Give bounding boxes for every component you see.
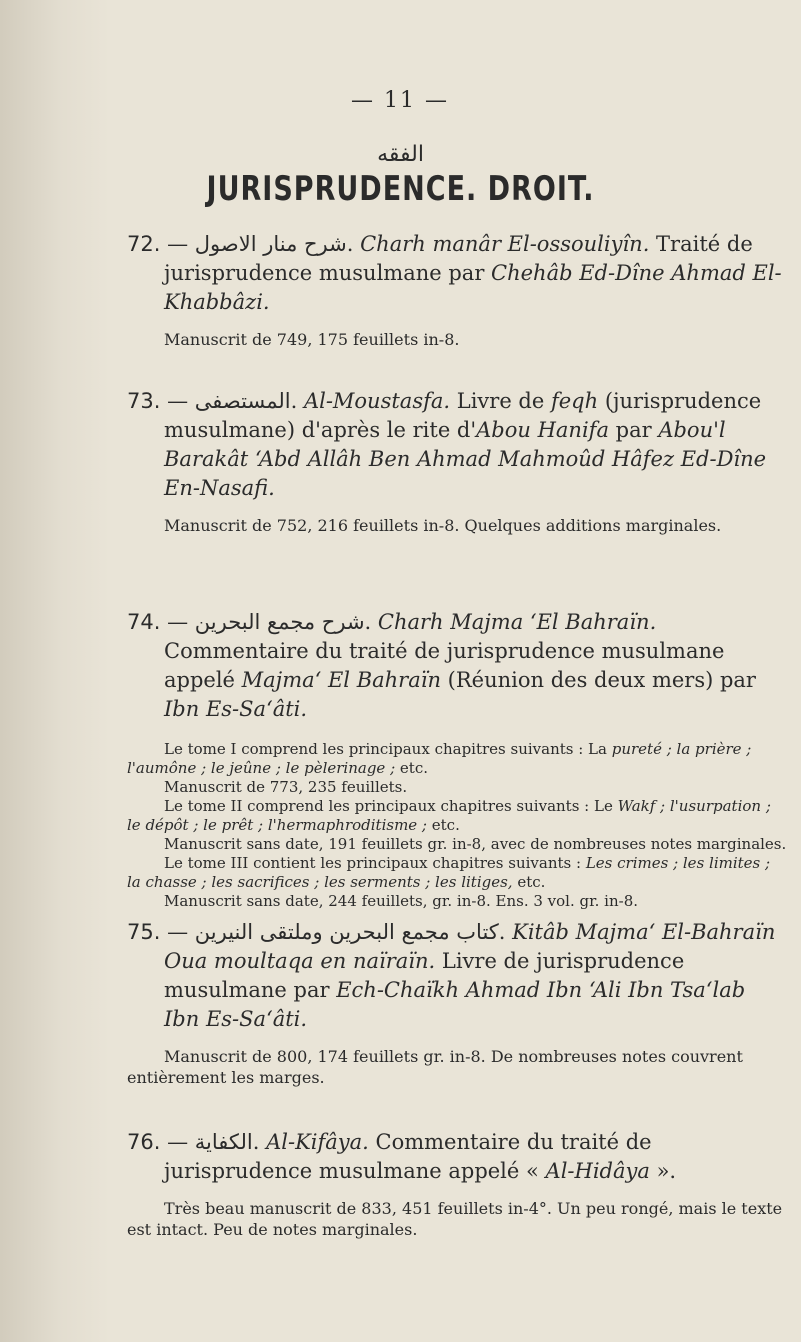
entry-description-3: par bbox=[608, 418, 659, 442]
entry-note: Manuscrit de 800, 174 feuillets gr. in-8. De nombreuses notes couvrent entièrement les marges. bbox=[127, 1047, 743, 1087]
entry-rite: Abou Hanifa bbox=[476, 418, 609, 442]
arabic-section-title: الفقه bbox=[377, 142, 424, 167]
entry-description-2: (Réunion des deux mers) par bbox=[440, 668, 756, 692]
entry-note: Très beau manuscrit de 833, 451 feuillets in-4°. Un peu rongé, mais le texte est intact. Peu de notes marginales. bbox=[127, 1199, 783, 1239]
note-chapters: Wakf ; l'usurpation ; le dépôt ; le prêt ; l'hermaphroditisme ; bbox=[127, 797, 771, 834]
note-chapters: pureté ; la prière ; l'aumône ; le jeûne ; le pèlerinage ; bbox=[127, 740, 752, 777]
entry-author: Chehâb Ed-Dîne Ahmad El-Khabbâzi. bbox=[164, 261, 782, 314]
entry-heading: 72. — شرح منار الاصول. Charh manâr El-ossouliyîn. Traité de jurisprudence musulmane par Chehâb Ed-Dîne Ahmad El-Khabbâzi. bbox=[127, 232, 782, 314]
entry-arabic-title: شرح مجمع البحرين bbox=[194, 610, 365, 634]
volume-contents bbox=[127, 854, 787, 892]
entry-arabic-title: شرح منار الاصول bbox=[194, 232, 347, 256]
catalogue-entry-73 bbox=[127, 387, 787, 536]
entry-title: Charh Majma ʻEl Bahraïn. bbox=[377, 610, 657, 634]
entry-heading: 74. — شرح مجمع البحرين. Charh Majma ʻEl Bahraïn. Commentaire du traité de jurisprudence musulmane appelé Majmaʻ El Bahraïn (Réunion des deux mers) par Ibn Es-Saʻâti. bbox=[127, 610, 756, 721]
entry-heading: 75. — كتاب مجمع البحرين وملتقى النيرين. Kitâb Majmaʻ El-Bahraïn Oua moultaqa en naïraïn. Livre de jurisprudence musulmane par Ech-Chaïkh Ahmad Ibn ʻAli Ibn Tsaʻlab Ibn Es-Saʻâti. bbox=[127, 920, 776, 1031]
volume-description: Manuscrit de 773, 235 feuillets. bbox=[164, 778, 408, 796]
entry-arabic-title: كتاب مجمع البحرين وملتقى النيرين bbox=[194, 920, 499, 944]
entry-arabic-title: المستصفى bbox=[194, 389, 291, 413]
catalogue-entry-75 bbox=[127, 918, 787, 1088]
entry-number: 76. bbox=[127, 1130, 161, 1154]
entry-dash: — bbox=[167, 1130, 189, 1154]
page-number: — 11 — bbox=[351, 88, 449, 113]
entry-number: 72. bbox=[127, 232, 161, 256]
note-chapters: Les crimes ; les limites ; la chasse ; les sacrifices ; les serments ; les litiges, bbox=[127, 854, 771, 891]
entry-author: Abou'l Barakât ʻAbd Allâh Ben Ahmad Mahmoûd Hâfez Ed-Dîne En-Nasafi. bbox=[164, 418, 767, 500]
entry-number: 74. bbox=[127, 610, 161, 634]
catalogue-entry-72 bbox=[127, 230, 787, 350]
entry-dash: — bbox=[167, 389, 189, 413]
section-title: JURISPRUDENCE. DROIT. bbox=[206, 170, 595, 209]
catalogue-entry-76 bbox=[127, 1128, 787, 1240]
entry-title: Al-Moustasfa. bbox=[303, 389, 451, 413]
entry-description: Livre de jurisprudence musulmane par bbox=[164, 949, 685, 1002]
volume-description: Manuscrit sans date, 244 feuillets, gr. in-8. Ens. 3 vol. gr. in-8. bbox=[164, 892, 639, 910]
entry-dash: — bbox=[167, 610, 189, 634]
entry-title: Al-Kifâya. bbox=[266, 1130, 369, 1154]
note-text-end: etc. bbox=[427, 816, 460, 834]
entry-dash: — bbox=[167, 920, 189, 944]
entry-number: 75. bbox=[127, 920, 161, 944]
volume-description: Manuscrit sans date, 191 feuillets gr. in-8, avec de nombreuses notes marginales. bbox=[164, 835, 787, 853]
entry-author: Ibn Es-Saʻâti. bbox=[164, 697, 308, 721]
entry-number: 73. bbox=[127, 389, 161, 413]
note-text: Le tome I comprend les principaux chapitres suivants : La bbox=[164, 740, 612, 758]
entry-heading: 76. — الكفاية. Al-Kifâya. Commentaire du traité de jurisprudence musulmane appelé « Al-Hidâya ». bbox=[127, 1130, 677, 1183]
entry-arabic-title: الكفاية bbox=[194, 1130, 253, 1154]
entry-author: Ech-Chaïkh Ahmad Ibn ʻAli Ibn Tsaʻlab Ibn Es-Saʻâti. bbox=[164, 978, 746, 1031]
volume-contents bbox=[127, 797, 787, 835]
entry-term: feqh bbox=[550, 389, 599, 413]
entry-work-title: Al-Hidâya bbox=[545, 1159, 650, 1183]
entry-title: Kitâb Majmaʻ El-Bahraïn Oua moultaqa en naïraïn. bbox=[164, 920, 776, 973]
entry-description: Commentaire du traité de jurisprudence musulmane appelé bbox=[164, 639, 725, 692]
entry-note: Manuscrit de 752, 216 feuillets in-8. Quelques additions marginales. bbox=[164, 516, 722, 535]
entry-dash: — bbox=[167, 232, 189, 256]
entry-description-2: ». bbox=[649, 1159, 677, 1183]
volume-contents bbox=[127, 740, 787, 778]
entry-note: Manuscrit de 749, 175 feuillets in-8. bbox=[164, 330, 460, 349]
entry-heading: 73. — المستصفى. Al-Moustasfa. Livre de feqh (jurisprudence musulmane) d'après le rite d'Abou Hanifa par Abou'l Barakât ʻAbd Allâh Ben Ahmad Mahmoûd Hâfez Ed-Dîne En-Nasafi. bbox=[127, 389, 767, 500]
entry-description: Traité de jurisprudence musulmane par bbox=[164, 232, 753, 285]
catalogue-entry-74 bbox=[127, 608, 787, 911]
entry-description-2: (jurisprudence musulmane) d'après le rite d' bbox=[164, 389, 762, 442]
entry-work-title: Majmaʻ El Bahraïn bbox=[241, 668, 441, 692]
note-text-end: etc. bbox=[512, 873, 546, 891]
note-text: Le tome II comprend les principaux chapitres suivants : Le bbox=[164, 797, 618, 815]
entry-description: Livre de bbox=[450, 389, 551, 413]
note-text: Le tome III contient les principaux chapitres suivants : bbox=[164, 854, 586, 872]
entry-description: Commentaire du traité de jurisprudence musulmane appelé « bbox=[164, 1130, 652, 1183]
entry-title: Charh manâr El-ossouliyîn. bbox=[360, 232, 650, 256]
note-text-end: etc. bbox=[395, 759, 428, 777]
